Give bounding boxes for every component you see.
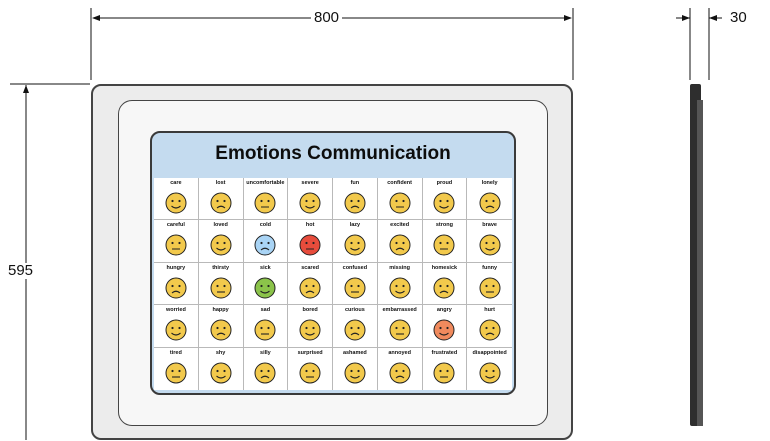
emotion-cell[interactable]	[199, 348, 244, 390]
lost-icon	[208, 190, 234, 216]
emotion-cell[interactable]	[378, 348, 423, 390]
emotion-cell[interactable]	[423, 348, 468, 390]
emotion-label: brave	[482, 222, 497, 229]
emotion-cell[interactable]	[378, 263, 423, 305]
disappointed-icon	[477, 360, 503, 386]
emotion-label: funny	[482, 264, 498, 271]
emotion-label: worried	[165, 307, 186, 314]
severe-icon	[297, 190, 323, 216]
emotion-cell[interactable]	[288, 305, 333, 347]
cold-icon	[252, 232, 278, 258]
hungry-icon	[163, 275, 189, 301]
emotion-cell[interactable]	[199, 178, 244, 220]
emotion-label: silly	[260, 349, 271, 356]
shy-icon	[208, 360, 234, 386]
emotion-label: confident	[387, 180, 412, 186]
emotion-label: lazy	[349, 222, 361, 229]
emotion-cell[interactable]	[154, 178, 199, 220]
emotion-label: careful	[166, 222, 185, 229]
emotion-label: care	[170, 180, 182, 186]
surprised-icon	[297, 360, 323, 386]
emotion-cell[interactable]	[244, 178, 289, 220]
emotion-label: annoyed	[388, 349, 411, 356]
emotion-cell[interactable]	[199, 305, 244, 347]
emotion-label: shy	[215, 349, 226, 356]
tired-icon	[163, 360, 189, 386]
emotion-cell[interactable]	[288, 263, 333, 305]
emotion-cell[interactable]	[467, 178, 512, 220]
emotion-cell[interactable]	[378, 220, 423, 262]
emotion-cell[interactable]	[244, 263, 289, 305]
emotion-label: scared	[301, 264, 319, 271]
emotion-cell[interactable]	[199, 220, 244, 262]
emotion-label: disappointed	[472, 349, 507, 356]
ashamed-icon	[342, 360, 368, 386]
emotion-cell[interactable]	[154, 220, 199, 262]
sad-icon	[252, 317, 278, 343]
careful-icon	[163, 232, 189, 258]
emotion-label: lost	[215, 180, 226, 186]
emotion-label: bored	[302, 307, 318, 314]
emotion-cell[interactable]	[378, 178, 423, 220]
emotion-label: happy	[212, 307, 229, 314]
emotion-cell[interactable]	[244, 305, 289, 347]
thirsty-icon	[208, 275, 234, 301]
emotion-label: missing	[389, 264, 411, 271]
emotion-label: angry	[436, 307, 452, 314]
embarrassed-icon	[387, 317, 413, 343]
emotion-cell[interactable]	[154, 305, 199, 347]
homesick-icon	[431, 275, 457, 301]
emotion-label: proud	[436, 180, 453, 186]
emotion-cell[interactable]	[423, 305, 468, 347]
emotion-cell[interactable]	[467, 263, 512, 305]
confused-icon	[342, 275, 368, 301]
happy-icon	[208, 317, 234, 343]
fun-icon	[342, 190, 368, 216]
emotion-cell[interactable]	[244, 348, 289, 390]
loved-icon	[208, 232, 234, 258]
emotion-cell[interactable]	[378, 305, 423, 347]
emotion-cell[interactable]	[154, 263, 199, 305]
lonely-icon	[477, 190, 503, 216]
emotion-label: thirsty	[212, 264, 230, 271]
emotion-cell[interactable]	[199, 263, 244, 305]
proud-icon	[431, 190, 457, 216]
emotion-label: cold	[259, 222, 272, 229]
emotion-label: embarrassed	[382, 307, 417, 314]
emotion-label: excited	[390, 222, 410, 229]
emotion-label: hurt	[484, 307, 495, 314]
emotion-cell[interactable]	[154, 348, 199, 390]
brave-icon	[477, 232, 503, 258]
emotion-label: severe	[301, 180, 319, 186]
emotion-cell[interactable]	[467, 348, 512, 390]
scared-icon	[297, 275, 323, 301]
strong-icon	[431, 232, 457, 258]
sick-icon	[252, 275, 278, 301]
emotion-cell[interactable]	[467, 305, 512, 347]
emotion-cell[interactable]	[467, 220, 512, 262]
emotion-label: lonely	[481, 180, 498, 186]
side-view-depth	[697, 100, 703, 426]
emotion-cell[interactable]	[333, 305, 378, 347]
emotion-label: tired	[169, 349, 182, 356]
hot-icon	[297, 232, 323, 258]
uncomfortable-icon	[252, 190, 278, 216]
emotion-label: homesick	[431, 264, 458, 271]
height-dimension-label: 595	[5, 263, 36, 279]
emotion-cell[interactable]	[333, 263, 378, 305]
silly-icon	[252, 360, 278, 386]
curious-icon	[342, 317, 368, 343]
depth-dimension-label: 30	[727, 10, 750, 26]
emotion-cell[interactable]	[333, 220, 378, 262]
emotion-label: fun	[350, 180, 360, 186]
confident-icon	[387, 190, 413, 216]
emotion-label: hungry	[166, 264, 186, 271]
emotion-label: confused	[342, 264, 368, 271]
communication-board	[150, 131, 516, 395]
lazy-icon	[342, 232, 368, 258]
care-icon	[163, 190, 189, 216]
emotion-cell[interactable]	[244, 220, 289, 262]
emotion-label: ashamed	[342, 349, 367, 356]
emotion-grid	[154, 178, 512, 390]
worried-icon	[163, 317, 189, 343]
emotion-label: uncomfortable	[246, 180, 285, 186]
emotion-cell[interactable]	[423, 263, 468, 305]
funny-icon	[477, 275, 503, 301]
bored-icon	[297, 317, 323, 343]
emotion-label: frustrated	[431, 349, 458, 356]
emotion-cell[interactable]	[333, 178, 378, 220]
angry-icon	[431, 317, 457, 343]
emotion-label: sad	[260, 307, 271, 314]
emotion-cell[interactable]	[288, 220, 333, 262]
emotion-label: strong	[435, 222, 453, 229]
missing-icon	[387, 275, 413, 301]
emotion-cell[interactable]	[333, 348, 378, 390]
emotion-label: sick	[260, 264, 271, 271]
emotion-cell[interactable]	[423, 220, 468, 262]
hurt-icon	[477, 317, 503, 343]
emotion-label: surprised	[297, 349, 323, 356]
emotion-cell[interactable]	[288, 348, 333, 390]
frustrated-icon	[431, 360, 457, 386]
board-title: Emotions Communication	[215, 143, 451, 164]
emotion-label: curious	[344, 307, 365, 314]
width-dimension-label: 800	[311, 10, 342, 26]
emotion-cell[interactable]	[423, 178, 468, 220]
emotion-cell[interactable]	[288, 178, 333, 220]
excited-icon	[387, 232, 413, 258]
emotion-label: hot	[305, 222, 315, 229]
annoyed-icon	[387, 360, 413, 386]
emotion-label: loved	[213, 222, 228, 229]
